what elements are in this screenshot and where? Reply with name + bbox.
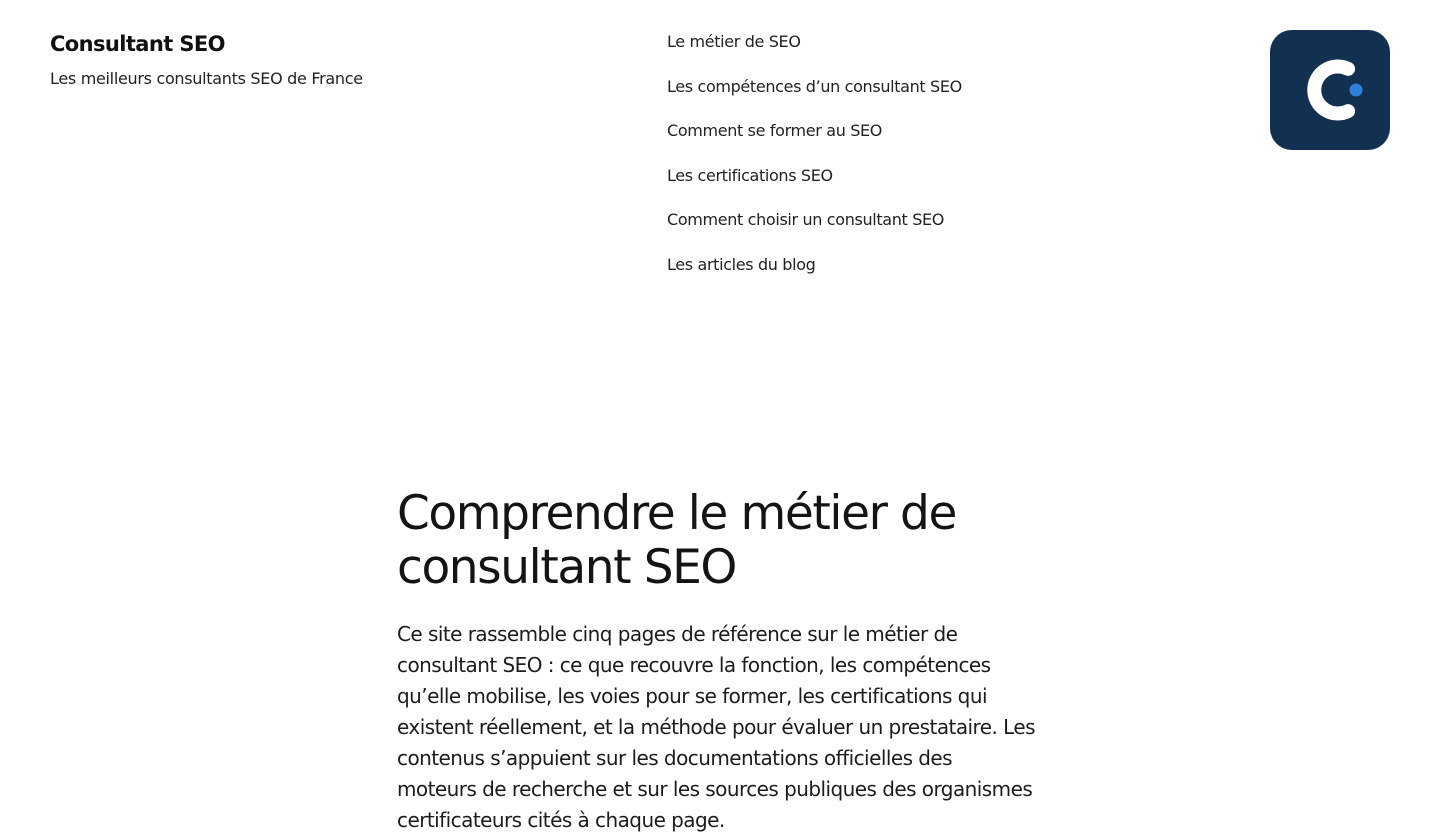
site-branding xyxy=(50,30,610,89)
nav-link-choisir[interactable]: Comment choisir un consultant SEO xyxy=(667,210,944,229)
c-dot-logo-icon xyxy=(1270,30,1390,150)
intro-paragraph: Ce site rassemble cinq pages de référence sur le métier de consultant SEO : ce que recouvre la fonction, les compétences qu’elle mobilise, les voies pour se former, les certifications qui existent réellement, et la méthode pour évaluer un prestataire. Les contenus s’appuient sur les documentations officielles des moteurs de recherche et sur les sources publiques des organismes certificateurs cités à chaque page. xyxy=(397,622,1036,832)
logo-dot xyxy=(1350,84,1363,97)
nav-item xyxy=(667,76,1187,121)
logo-letter-c xyxy=(1314,67,1348,114)
main-navigation xyxy=(667,31,1187,298)
hero-section xyxy=(397,487,1037,836)
site-title-link[interactable]: Consultant SEO xyxy=(50,32,225,56)
nav-item xyxy=(667,254,1187,299)
site-tagline: Les meilleurs consultants SEO de France xyxy=(50,69,363,88)
site-logo[interactable] xyxy=(1270,30,1390,150)
site-header xyxy=(0,0,1440,300)
nav-list xyxy=(667,31,1187,298)
page-title: Comprendre le métier de consultant SEO xyxy=(397,486,956,595)
nav-link-formation[interactable]: Comment se former au SEO xyxy=(667,121,883,140)
nav-item xyxy=(667,31,1187,76)
nav-item xyxy=(667,120,1187,165)
nav-link-blog[interactable]: Les articles du blog xyxy=(667,254,816,274)
nav-link-certifications[interactable]: Les certifications SEO xyxy=(667,165,833,185)
nav-link-metier[interactable]: Le métier de SEO xyxy=(667,32,801,51)
nav-link-competences[interactable]: Les compétences d’un consultant SEO xyxy=(667,76,962,96)
nav-item xyxy=(667,165,1187,210)
nav-item xyxy=(667,209,1187,254)
